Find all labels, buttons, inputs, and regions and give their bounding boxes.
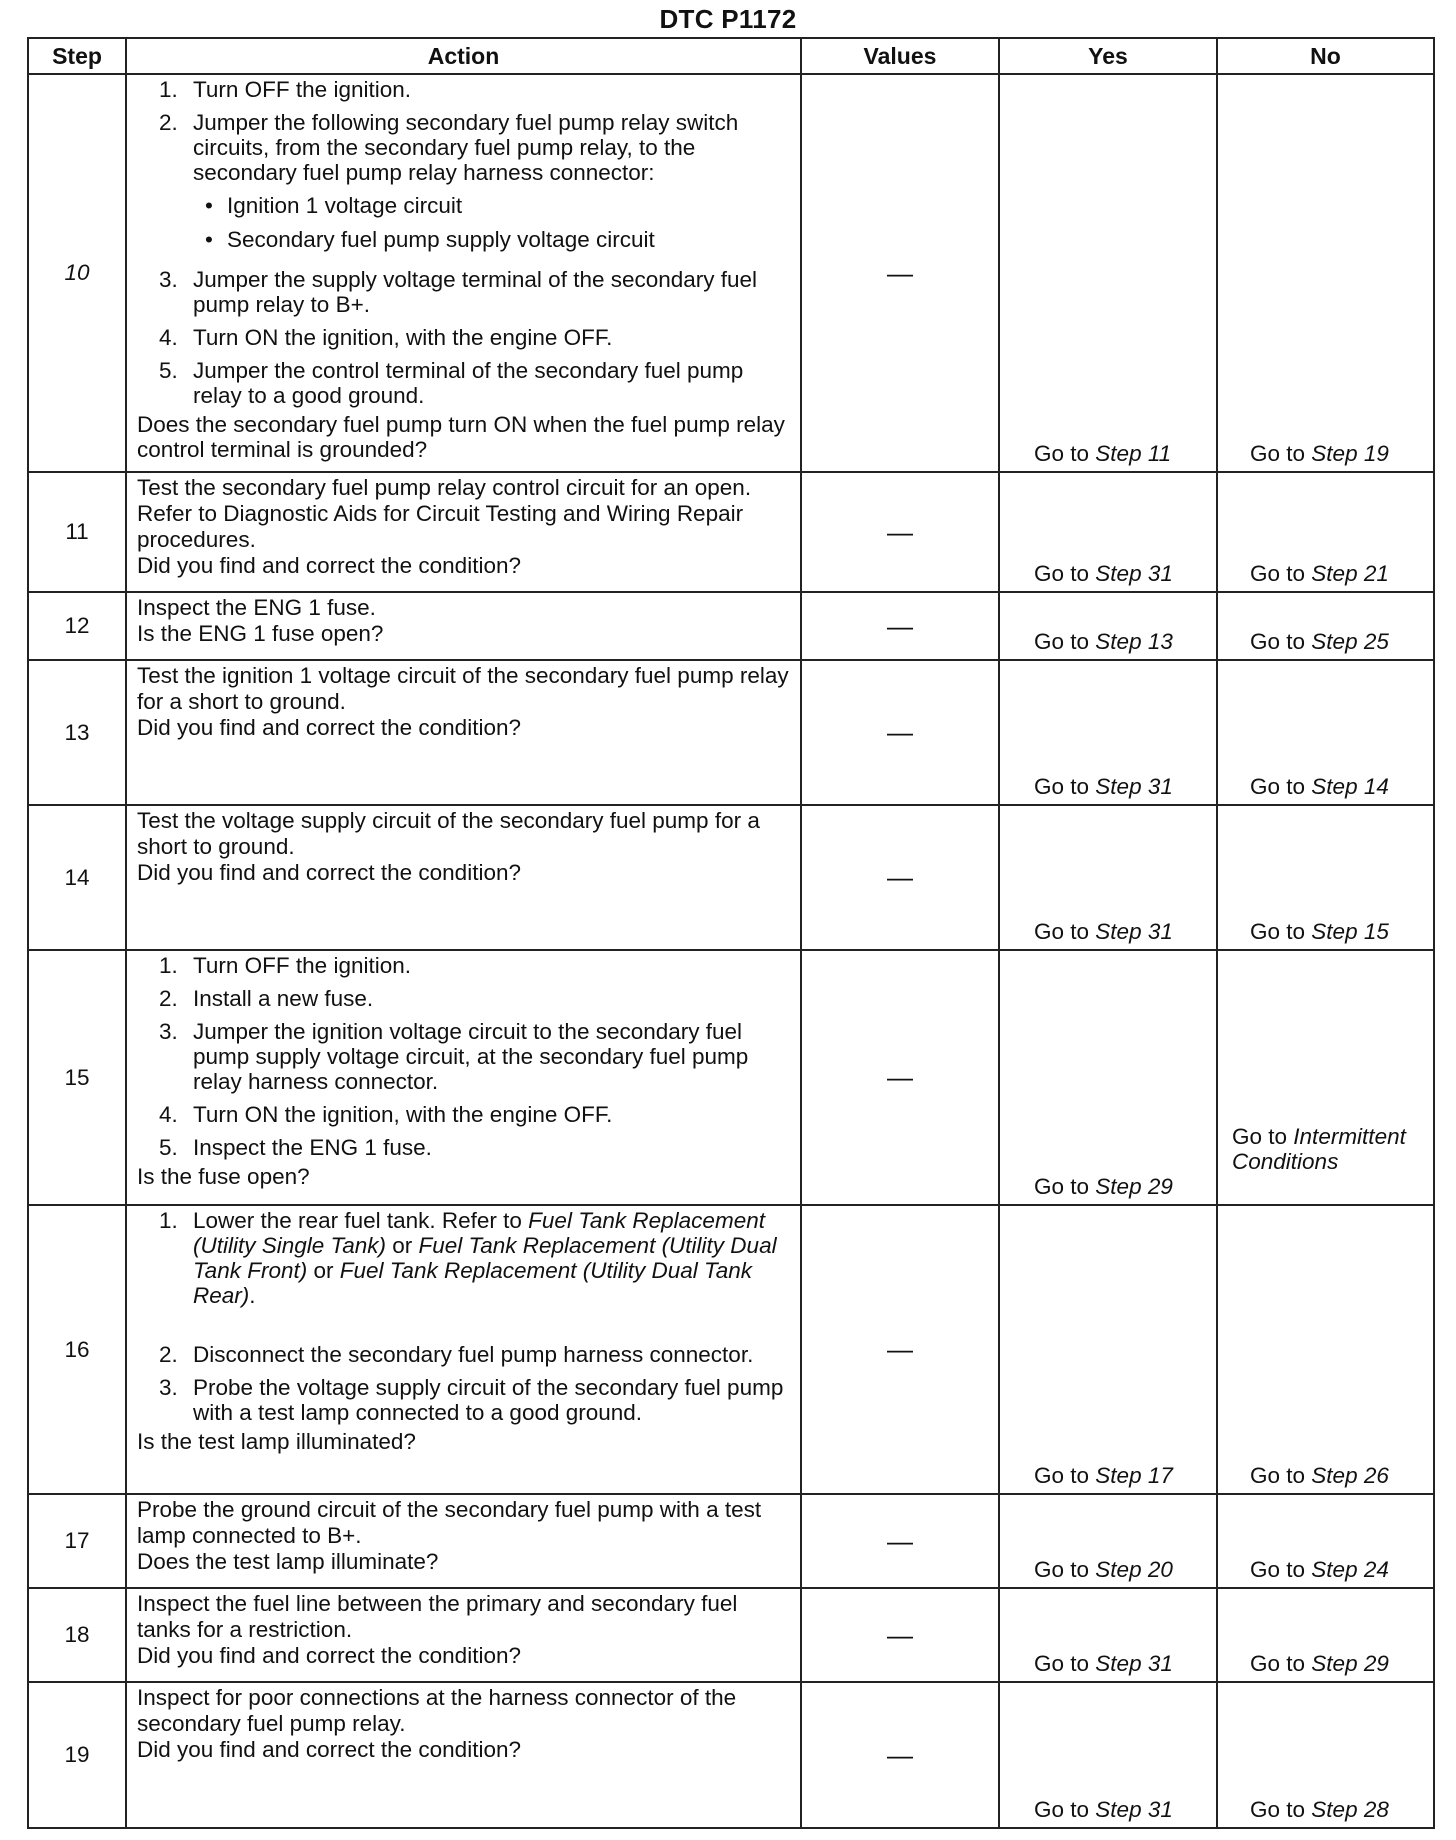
list-item: 5. Jumper the control terminal of the secondary fuel pump relay to a good ground. bbox=[159, 358, 744, 408]
table-row bbox=[28, 472, 1434, 592]
bullet-list bbox=[137, 193, 794, 261]
header-action: Action bbox=[126, 38, 801, 74]
yes-target: Step 31 bbox=[1095, 1797, 1173, 1822]
yes-target: Step 31 bbox=[1095, 561, 1173, 586]
action-cell bbox=[126, 74, 801, 472]
no-cell: Go to Step 19 bbox=[1217, 74, 1434, 472]
values-cell: — bbox=[801, 660, 999, 805]
action-text: Inspect the fuel line between the primary and secondary fuel tanks for a restriction. bbox=[137, 1591, 738, 1642]
list-item: 1. Turn OFF the ignition. bbox=[159, 953, 412, 978]
no-target: Step 29 bbox=[1311, 1651, 1389, 1676]
header-row bbox=[28, 38, 1434, 74]
no-target: Step 19 bbox=[1311, 441, 1389, 466]
list-item: 5. Inspect the ENG 1 fuse. bbox=[159, 1135, 432, 1160]
step-number: 10 bbox=[28, 74, 126, 472]
list-item: 2. Install a new fuse. bbox=[159, 986, 374, 1011]
action-cell bbox=[126, 1682, 801, 1828]
yes-cell: Go to Step 17 bbox=[999, 1205, 1217, 1494]
list-item: 1. Lower the rear fuel tank. Refer to Fuel Tank Replacement (Utility Single Tank) or Fuel Tank Replacement (Utility Dual Tank Front) or Fuel Tank Replacement (Utility Dual Tank Rear). bbox=[159, 1208, 777, 1308]
values-cell: — bbox=[801, 1205, 999, 1494]
action-cell bbox=[126, 1494, 801, 1588]
step-number: 17 bbox=[28, 1494, 126, 1588]
question-text: Did you find and correct the condition? bbox=[137, 860, 521, 885]
question-text: Is the test lamp illuminated? bbox=[137, 1429, 416, 1454]
yes-cell: Go to Step 13 bbox=[999, 592, 1217, 660]
no-cell: Go to Intermittent Conditions bbox=[1217, 950, 1434, 1205]
header-values: Values bbox=[801, 38, 999, 74]
no-target: Step 15 bbox=[1311, 919, 1389, 944]
yes-target: Step 11 bbox=[1095, 441, 1172, 466]
question-text: Is the fuse open? bbox=[137, 1164, 310, 1189]
action-text: Test the secondary fuel pump relay control circuit for an open. Refer to Diagnostic Aids for Circuit Testing and Wiring Repair procedures. bbox=[137, 475, 752, 552]
question-text: Did you find and correct the condition? bbox=[137, 1737, 521, 1762]
step-number: 16 bbox=[28, 1205, 126, 1494]
yes-target: Step 13 bbox=[1095, 629, 1173, 654]
no-target: Step 14 bbox=[1311, 774, 1389, 799]
action-cell bbox=[126, 950, 801, 1205]
table-row bbox=[28, 1205, 1434, 1494]
no-target: Step 25 bbox=[1311, 629, 1389, 654]
values-cell: — bbox=[801, 1588, 999, 1682]
question-text: Is the ENG 1 fuse open? bbox=[137, 621, 384, 646]
action-steps bbox=[137, 77, 794, 193]
action-text: Inspect the ENG 1 fuse. bbox=[137, 595, 376, 620]
values-cell: — bbox=[801, 1494, 999, 1588]
values-cell: — bbox=[801, 592, 999, 660]
list-item: 2. Disconnect the secondary fuel pump harness connector. bbox=[159, 1342, 754, 1367]
yes-cell: Go to Step 31 bbox=[999, 805, 1217, 950]
list-item: 4. Turn ON the ignition, with the engine OFF. bbox=[159, 1102, 613, 1127]
no-target: Step 21 bbox=[1311, 561, 1389, 586]
yes-cell: Go to Step 11 bbox=[999, 74, 1217, 472]
page-title: DTC P1172 bbox=[659, 4, 797, 34]
table-row bbox=[28, 1588, 1434, 1682]
question-text: Did you find and correct the condition? bbox=[137, 1643, 521, 1668]
yes-target: Step 20 bbox=[1095, 1557, 1173, 1582]
step-number: 19 bbox=[28, 1682, 126, 1828]
header-no: No bbox=[1217, 38, 1434, 74]
table-row bbox=[28, 950, 1434, 1205]
values-cell: — bbox=[801, 1682, 999, 1828]
question-text: Did you find and correct the condition? bbox=[137, 553, 521, 578]
action-cell bbox=[126, 805, 801, 950]
action-text: Test the ignition 1 voltage circuit of the secondary fuel pump relay for a short to ground. bbox=[137, 663, 789, 714]
yes-target: Step 31 bbox=[1095, 774, 1173, 799]
action-cell bbox=[126, 660, 801, 805]
list-item: 4. Turn ON the ignition, with the engine OFF. bbox=[159, 325, 613, 350]
action-steps bbox=[137, 1208, 794, 1429]
list-item: 2. Jumper the following secondary fuel pump relay switch circuits, from the secondary fuel pump relay, to the secondary fuel pump relay harness connector: bbox=[159, 110, 739, 185]
yes-cell: Go to Step 29 bbox=[999, 950, 1217, 1205]
no-cell: Go to Step 24 bbox=[1217, 1494, 1434, 1588]
values-cell: — bbox=[801, 74, 999, 472]
no-cell: Go to Step 14 bbox=[1217, 660, 1434, 805]
no-cell: Go to Step 26 bbox=[1217, 1205, 1434, 1494]
action-cell bbox=[126, 1205, 801, 1494]
action-cell bbox=[126, 592, 801, 660]
step-number: 15 bbox=[28, 950, 126, 1205]
yes-cell: Go to Step 31 bbox=[999, 1682, 1217, 1828]
table-row bbox=[28, 660, 1434, 805]
step-number: 11 bbox=[28, 472, 126, 592]
yes-target: Step 29 bbox=[1095, 1174, 1173, 1199]
yes-target: Step 17 bbox=[1095, 1463, 1173, 1488]
step-number: 14 bbox=[28, 805, 126, 950]
action-cell bbox=[126, 472, 801, 592]
question-text: Did you find and correct the condition? bbox=[137, 715, 521, 740]
values-cell: — bbox=[801, 805, 999, 950]
header-yes: Yes bbox=[999, 38, 1217, 74]
table-row bbox=[28, 1494, 1434, 1588]
header-step: Step bbox=[28, 38, 126, 74]
no-cell: Go to Step 28 bbox=[1217, 1682, 1434, 1828]
no-target: Step 24 bbox=[1311, 1557, 1389, 1582]
yes-target: Step 31 bbox=[1095, 919, 1173, 944]
action-text: Probe the ground circuit of the secondary fuel pump with a test lamp connected to B+. bbox=[137, 1497, 762, 1548]
values-cell: — bbox=[801, 950, 999, 1205]
yes-cell: Go to Step 20 bbox=[999, 1494, 1217, 1588]
question-text: Does the test lamp illuminate? bbox=[137, 1549, 439, 1574]
list-item: 1. Turn OFF the ignition. bbox=[159, 77, 412, 102]
no-cell: Go to Step 21 bbox=[1217, 472, 1434, 592]
step-number: 18 bbox=[28, 1588, 126, 1682]
yes-cell: Go to Step 31 bbox=[999, 1588, 1217, 1682]
list-item: 3. Jumper the ignition voltage circuit to the secondary fuel pump supply voltage circuit, at the secondary fuel pump relay harness connector. bbox=[159, 1019, 749, 1094]
no-target: Intermittent Conditions bbox=[1232, 1124, 1406, 1174]
no-cell: Go to Step 25 bbox=[1217, 592, 1434, 660]
list-item: • Ignition 1 voltage circuit bbox=[205, 193, 463, 218]
yes-cell: Go to Step 31 bbox=[999, 660, 1217, 805]
step-number: 12 bbox=[28, 592, 126, 660]
question-text: Does the secondary fuel pump turn ON when the fuel pump relay control terminal is grounded? bbox=[137, 412, 785, 462]
values-cell: — bbox=[801, 472, 999, 592]
no-cell: Go to Step 29 bbox=[1217, 1588, 1434, 1682]
table-row bbox=[28, 74, 1434, 472]
table-row bbox=[28, 1682, 1434, 1828]
action-steps bbox=[137, 267, 794, 412]
action-text: Test the voltage supply circuit of the secondary fuel pump for a short to ground. bbox=[137, 808, 760, 859]
action-cell bbox=[126, 1588, 801, 1682]
no-target: Step 26 bbox=[1311, 1463, 1389, 1488]
table-row bbox=[28, 805, 1434, 950]
no-target: Step 28 bbox=[1311, 1797, 1389, 1822]
step-number: 13 bbox=[28, 660, 126, 805]
action-text: Inspect for poor connections at the harness connector of the secondary fuel pump relay. bbox=[137, 1685, 737, 1736]
list-item: 3. Jumper the supply voltage terminal of the secondary fuel pump relay to B+. bbox=[159, 267, 758, 317]
yes-cell: Go to Step 31 bbox=[999, 472, 1217, 592]
yes-target: Step 31 bbox=[1095, 1651, 1173, 1676]
no-cell: Go to Step 15 bbox=[1217, 805, 1434, 950]
list-item: • Secondary fuel pump supply voltage circuit bbox=[205, 227, 655, 252]
table-row bbox=[28, 592, 1434, 660]
action-steps bbox=[137, 953, 794, 1164]
list-item: 3. Probe the voltage supply circuit of the secondary fuel pump with a test lamp connected to a good ground. bbox=[159, 1375, 784, 1425]
diagnostic-table bbox=[27, 37, 1435, 1829]
